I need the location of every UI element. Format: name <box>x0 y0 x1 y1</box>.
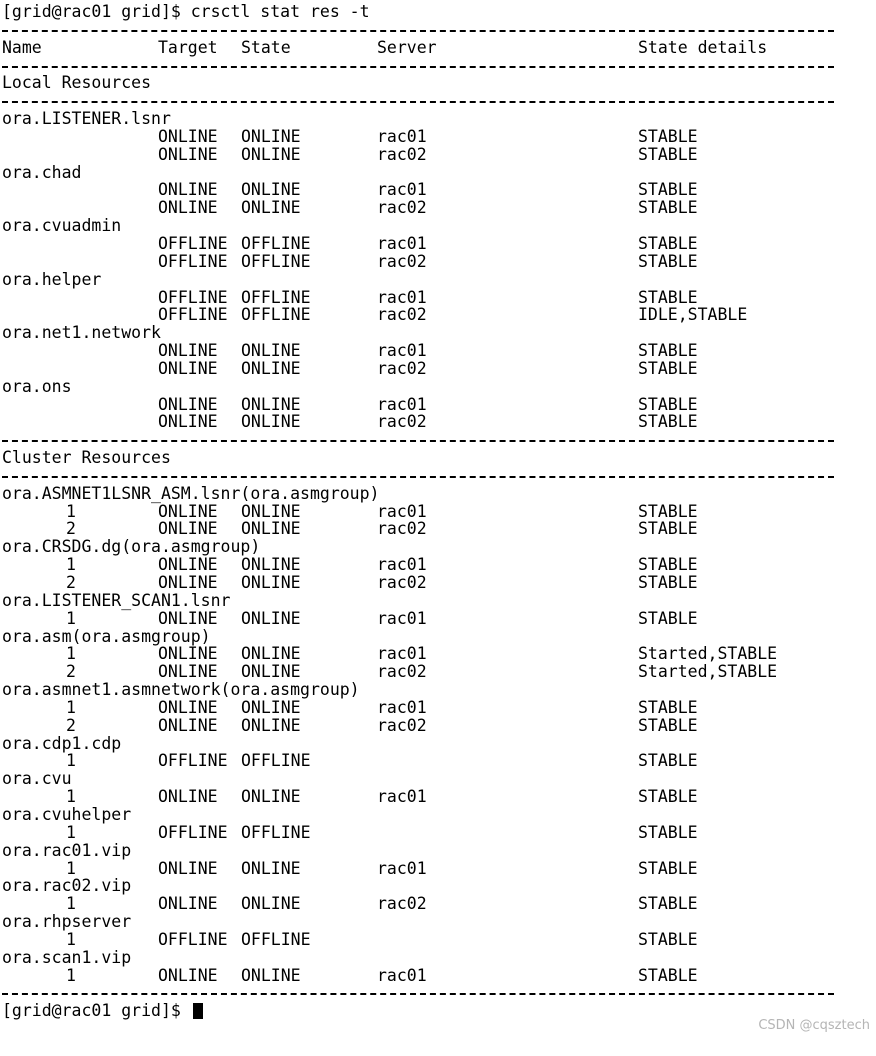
table-header <box>2 39 874 57</box>
instance-number: 1 <box>66 894 76 914</box>
server-value: rac02 <box>377 519 427 539</box>
resource-name-line <box>2 110 874 128</box>
state-value: ONLINE <box>241 858 301 878</box>
resource-name: ora.asm(ora.asmgroup) <box>2 626 211 646</box>
state-value: ONLINE <box>241 555 301 575</box>
resource-name: ora.cvu <box>2 769 72 789</box>
state-value: ONLINE <box>241 180 301 200</box>
state-details-value: STABLE <box>638 822 698 842</box>
cluster-resources-title: Cluster Resources <box>2 448 171 468</box>
resource-name-line <box>2 913 874 931</box>
table-row <box>2 306 874 324</box>
state-details-value: STABLE <box>638 519 698 539</box>
resource-name: ora.rhpserver <box>2 912 132 932</box>
resource-name: ora.chad <box>2 162 82 182</box>
server-value: rac02 <box>377 715 427 735</box>
header-state: State <box>241 37 291 57</box>
table-row <box>2 181 874 199</box>
table-row <box>2 235 874 253</box>
server-value: rac01 <box>377 126 427 146</box>
server-value: rac01 <box>377 180 427 200</box>
target-value: ONLINE <box>158 894 218 914</box>
state-details-value: STABLE <box>638 233 698 253</box>
shell-prompt[interactable] <box>2 1002 203 1020</box>
target-value: ONLINE <box>158 198 218 218</box>
target-value: OFFLINE <box>158 751 228 771</box>
server-value: rac01 <box>377 644 427 664</box>
resource-name-line <box>2 877 874 895</box>
resource-name: ora.net1.network <box>2 323 161 343</box>
target-value: ONLINE <box>158 555 218 575</box>
state-value: OFFLINE <box>241 233 311 253</box>
instance-number: 1 <box>66 501 76 521</box>
resource-name: ora.asmnet1.asmnetwork(ora.asmgroup) <box>2 680 360 700</box>
table-row <box>2 146 874 164</box>
state-details-value: IDLE,STABLE <box>638 305 748 325</box>
state-value: ONLINE <box>241 608 301 628</box>
resource-name-line <box>2 271 874 289</box>
state-details-value: STABLE <box>638 751 698 771</box>
resource-name-line <box>2 628 874 646</box>
local-resources-title: Local Resources <box>2 73 152 93</box>
target-value: OFFLINE <box>158 233 228 253</box>
prompt-text: [grid@rac01 grid]$ <box>2 1001 191 1021</box>
table-row <box>2 860 874 878</box>
server-value: rac01 <box>377 341 427 361</box>
state-details-value: Started,STABLE <box>638 662 778 682</box>
state-details-value: STABLE <box>638 412 698 432</box>
state-value: OFFLINE <box>241 287 311 307</box>
state-details-value: Started,STABLE <box>638 644 778 664</box>
table-row <box>2 503 874 521</box>
state-details-value: STABLE <box>638 929 698 949</box>
server-value: rac02 <box>377 198 427 218</box>
resource-name: ora.LISTENER.lsnr <box>2 109 171 129</box>
separator-line <box>2 467 874 485</box>
header-server: Server <box>377 37 437 57</box>
server-value: rac01 <box>377 233 427 253</box>
server-value: rac02 <box>377 358 427 378</box>
resource-name: ora.ASMNET1LSNR_ASM.lsnr(ora.asmgroup) <box>2 483 380 503</box>
resource-name-line <box>2 164 874 182</box>
state-value: ONLINE <box>241 697 301 717</box>
server-value: rac01 <box>377 501 427 521</box>
resource-name-line <box>2 378 874 396</box>
separator-line <box>2 57 874 75</box>
resource-name: ora.ons <box>2 376 72 396</box>
state-value: OFFLINE <box>241 822 311 842</box>
table-row <box>2 824 874 842</box>
state-value: ONLINE <box>241 126 301 146</box>
command-prompt: [grid@rac01 grid]$ crsctl stat res -t <box>2 2 370 21</box>
target-value: ONLINE <box>158 787 218 807</box>
table-row <box>2 788 874 806</box>
target-value: ONLINE <box>158 519 218 539</box>
target-value: ONLINE <box>158 662 218 682</box>
table-row <box>2 253 874 271</box>
table-row <box>2 752 874 770</box>
server-value: rac01 <box>377 608 427 628</box>
resource-name-line <box>2 592 874 610</box>
resource-name-line <box>2 806 874 824</box>
state-value: ONLINE <box>241 412 301 432</box>
separator-line <box>2 21 874 39</box>
instance-number: 1 <box>66 858 76 878</box>
state-details-value: STABLE <box>638 573 698 592</box>
resource-name: ora.cvuadmin <box>2 216 122 236</box>
table-row <box>2 931 874 949</box>
separator-line <box>2 984 874 1002</box>
section-title-local <box>2 74 874 92</box>
header-name: Name <box>2 37 42 57</box>
instance-number: 1 <box>66 787 76 807</box>
table-row <box>2 556 874 574</box>
resource-name: ora.cvuhelper <box>2 804 132 824</box>
state-value: ONLINE <box>241 644 301 664</box>
state-value: ONLINE <box>241 358 301 378</box>
state-details-value: STABLE <box>638 787 698 807</box>
target-value: ONLINE <box>158 644 218 664</box>
server-value: rac02 <box>377 144 427 164</box>
cursor-block <box>193 1003 203 1019</box>
terminal-output[interactable] <box>2 3 874 1020</box>
server-value: rac02 <box>377 412 427 432</box>
instance-number: 2 <box>66 662 76 682</box>
target-value: ONLINE <box>158 965 218 985</box>
instance-number: 2 <box>66 519 76 539</box>
target-value: OFFLINE <box>158 251 228 271</box>
state-value: ONLINE <box>241 715 301 735</box>
table-row <box>2 967 874 985</box>
header-state-details: State details <box>638 37 768 57</box>
resource-name-line <box>2 324 874 342</box>
state-value: ONLINE <box>241 894 301 914</box>
state-details-value: STABLE <box>638 501 698 521</box>
server-value: rac01 <box>377 787 427 807</box>
watermark: CSDN @cqsztech <box>758 1018 870 1033</box>
table-row <box>2 895 874 913</box>
server-value: rac02 <box>377 894 427 914</box>
table-row <box>2 360 874 378</box>
target-value: OFFLINE <box>158 822 228 842</box>
state-value: ONLINE <box>241 965 301 985</box>
target-value: ONLINE <box>158 358 218 378</box>
instance-number: 1 <box>66 822 76 842</box>
state-value: OFFLINE <box>241 929 311 949</box>
state-value: ONLINE <box>241 662 301 682</box>
server-value: rac01 <box>377 555 427 575</box>
instance-number: 1 <box>66 644 76 664</box>
table-row <box>2 128 874 146</box>
server-value: rac01 <box>377 858 427 878</box>
instance-number: 1 <box>66 965 76 985</box>
server-value: rac01 <box>377 965 427 985</box>
resource-name: ora.CRSDG.dg(ora.asmgroup) <box>2 537 261 557</box>
table-row <box>2 717 874 735</box>
resource-name-line <box>2 538 874 556</box>
state-details-value: STABLE <box>638 126 698 146</box>
target-value: ONLINE <box>158 573 218 592</box>
target-value: ONLINE <box>158 608 218 628</box>
local-resources-list <box>2 110 874 431</box>
state-value: OFFLINE <box>241 251 311 271</box>
resource-name: ora.rac02.vip <box>2 876 132 896</box>
target-value: ONLINE <box>158 858 218 878</box>
state-value: ONLINE <box>241 198 301 218</box>
header-target: Target <box>158 37 218 57</box>
state-details-value: STABLE <box>638 358 698 378</box>
target-value: OFFLINE <box>158 929 228 949</box>
target-value: ONLINE <box>158 697 218 717</box>
state-details-value: STABLE <box>638 555 698 575</box>
state-details-value: STABLE <box>638 894 698 914</box>
instance-number: 1 <box>66 751 76 771</box>
state-details-value: STABLE <box>638 341 698 361</box>
resource-name-line <box>2 949 874 967</box>
server-value: rac01 <box>377 697 427 717</box>
state-value: ONLINE <box>241 519 301 539</box>
instance-number: 1 <box>66 608 76 628</box>
state-details-value: STABLE <box>638 180 698 200</box>
instance-number: 1 <box>66 929 76 949</box>
instance-number: 1 <box>66 697 76 717</box>
table-row <box>2 342 874 360</box>
state-details-value: STABLE <box>638 144 698 164</box>
table-row <box>2 699 874 717</box>
state-details-value: STABLE <box>638 715 698 735</box>
state-details-value: STABLE <box>638 608 698 628</box>
state-details-value: STABLE <box>638 287 698 307</box>
table-row <box>2 610 874 628</box>
state-value: OFFLINE <box>241 751 311 771</box>
state-value: ONLINE <box>241 144 301 164</box>
target-value: ONLINE <box>158 394 218 414</box>
state-details-value: STABLE <box>638 394 698 414</box>
target-value: ONLINE <box>158 715 218 735</box>
server-value: rac02 <box>377 305 427 325</box>
separator-line <box>2 431 874 449</box>
resource-name: ora.LISTENER_SCAN1.lsnr <box>2 590 231 610</box>
target-value: OFFLINE <box>158 287 228 307</box>
resource-name-line <box>2 735 874 753</box>
target-value: ONLINE <box>158 180 218 200</box>
resource-name: ora.rac01.vip <box>2 840 132 860</box>
target-value: ONLINE <box>158 501 218 521</box>
server-value: rac02 <box>377 573 427 592</box>
state-value: ONLINE <box>241 394 301 414</box>
state-details-value: STABLE <box>638 858 698 878</box>
resource-name: ora.cdp1.cdp <box>2 733 122 753</box>
resource-name-line <box>2 681 874 699</box>
target-value: ONLINE <box>158 341 218 361</box>
instance-number: 2 <box>66 573 76 592</box>
table-row <box>2 645 874 663</box>
instance-number: 1 <box>66 555 76 575</box>
table-row <box>2 663 874 681</box>
server-value: rac02 <box>377 251 427 271</box>
state-value: OFFLINE <box>241 305 311 325</box>
state-details-value: STABLE <box>638 198 698 218</box>
table-row <box>2 199 874 217</box>
server-value: rac01 <box>377 287 427 307</box>
resource-name: ora.scan1.vip <box>2 947 132 967</box>
instance-number: 2 <box>66 715 76 735</box>
state-value: ONLINE <box>241 787 301 807</box>
state-details-value: STABLE <box>638 697 698 717</box>
table-row <box>2 413 874 431</box>
prompt-line[interactable] <box>2 1002 874 1020</box>
state-value: ONLINE <box>241 341 301 361</box>
resource-name-line <box>2 770 874 788</box>
cluster-resources-list <box>2 485 874 985</box>
table-row <box>2 289 874 307</box>
table-row <box>2 574 874 592</box>
server-value: rac02 <box>377 662 427 682</box>
target-value: ONLINE <box>158 126 218 146</box>
state-value: ONLINE <box>241 573 301 592</box>
command-line <box>2 3 874 21</box>
state-value: ONLINE <box>241 501 301 521</box>
table-row <box>2 396 874 414</box>
section-title-cluster <box>2 449 874 467</box>
resource-name: ora.helper <box>2 269 102 289</box>
state-details-value: STABLE <box>638 965 698 985</box>
target-value: ONLINE <box>158 412 218 432</box>
target-value: ONLINE <box>158 144 218 164</box>
target-value: OFFLINE <box>158 305 228 325</box>
table-row <box>2 520 874 538</box>
separator-line <box>2 92 874 110</box>
resource-name-line <box>2 217 874 235</box>
resource-name-line <box>2 842 874 860</box>
resource-name-line <box>2 485 874 503</box>
server-value: rac01 <box>377 394 427 414</box>
state-details-value: STABLE <box>638 251 698 271</box>
